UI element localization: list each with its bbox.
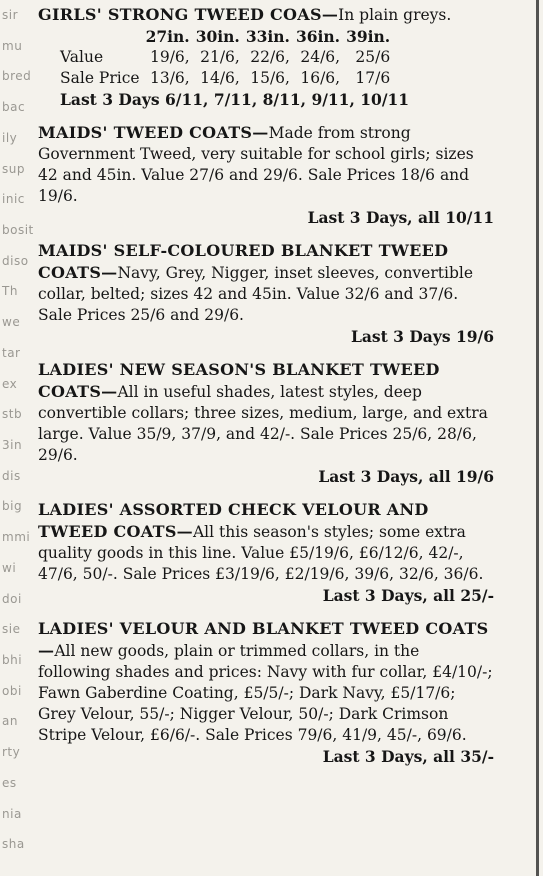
last-days-line: Last 3 Days, all 19/6 bbox=[318, 467, 494, 486]
bleed-fragment: inic bbox=[2, 192, 25, 207]
price-cell: 17/6 bbox=[355, 69, 391, 87]
price-cell: 22/6, bbox=[250, 48, 290, 66]
row-label: Sale Price bbox=[60, 69, 140, 87]
price-cell: 21/6, bbox=[200, 48, 240, 66]
price-cell: 14/6, bbox=[200, 69, 240, 87]
ad-heading: MAIDS' TWEED COATS— bbox=[38, 123, 269, 142]
bleed-fragment: dis bbox=[2, 468, 21, 483]
ad-heading: LADIES' ASSORTED CHECK VELOUR AND TWEED COATS— bbox=[38, 500, 429, 541]
bleed-fragment: sha bbox=[2, 837, 25, 852]
advertisement-column bbox=[38, 4, 494, 779]
bleed-fragment: mu bbox=[2, 38, 23, 53]
sizes-row bbox=[60, 26, 390, 47]
bleed-fragment: ex bbox=[2, 376, 18, 391]
ad-text: All new goods, plain or trimmed collars, in the following shades and prices: Navy with fur collar, £4/10/-; Fawn Gaberdine Coating, £5/5/-; Dark Navy, £5/17/6; Grey Velour, 55/-; Nigger Velour, 50/-; Dark Crimson Stripe Velour, £6/6/-. Sale Prices 79/6, 41/9, 45/-, 69/6. bbox=[38, 642, 493, 744]
bleed-fragment: obi bbox=[2, 683, 22, 698]
last-days-line: Last 3 Days 6/11, 7/11, 8/11, 9/11, 10/11 bbox=[60, 90, 410, 109]
price-cell: 16/6, bbox=[300, 69, 341, 87]
size-cell: 30in. bbox=[195, 27, 240, 46]
ad-heading: MAIDS' SELF-COLOURED BLANKET TWEED COATS— bbox=[38, 241, 449, 282]
ad-maids-tweed-coats bbox=[38, 122, 494, 228]
bleed-fragment: bac bbox=[2, 100, 26, 115]
bleed-fragment: sir bbox=[2, 8, 19, 22]
size-cell: 39in. bbox=[346, 27, 391, 46]
size-cell: 36in. bbox=[295, 27, 341, 46]
bleed-fragment: wi bbox=[2, 560, 17, 575]
bleed-fragment: sup bbox=[2, 161, 25, 176]
ad-maids-self-coloured-blanket-tweed-coats bbox=[38, 240, 494, 347]
ad-text: Navy, Grey, Nigger, inset sleeves, convertible collar, belted; sizes 42 and 45in. Value 32/6 and 37/6. Sale Prices 25/6 and 29/6. bbox=[38, 264, 474, 324]
last-days-line: Last 3 Days 19/6 bbox=[350, 327, 494, 346]
ad-text: All this season's styles; some extra quality goods in this line. Value £5/19/6, £6/12/6, 42/-, 47/6, 50/-. Sale Prices £3/19/6, £2/19/6, 39/6, 32/6, 36/6. bbox=[38, 523, 484, 583]
ad-girls-strong-tweed-coats bbox=[38, 4, 494, 110]
size-cell: 27in. bbox=[145, 27, 190, 46]
price-cell: 24/6, bbox=[300, 48, 341, 66]
row-label: Value bbox=[60, 48, 104, 66]
bleed-fragment: doi bbox=[2, 591, 22, 606]
ad-ladies-new-seasons-blanket-tweed-coats bbox=[38, 359, 494, 487]
bleed-fragment: sie bbox=[2, 622, 21, 637]
value-row bbox=[60, 47, 390, 68]
last-days-line: Last 3 Days, all 25/- bbox=[322, 586, 494, 605]
bleed-fragment: rty bbox=[2, 745, 21, 760]
bleed-fragment: bred bbox=[2, 69, 32, 84]
ad-text: Made from strong Government Tweed, very suitable for school girls; sizes 42 and 45in. Value 27/6 and 29/6. Sale Prices 18/6 and 19/6. bbox=[38, 124, 474, 205]
bleed-fragment: an bbox=[2, 714, 18, 729]
size-cell: 33in. bbox=[245, 27, 290, 46]
bleed-fragment: es bbox=[2, 775, 17, 790]
bleed-fragment: we bbox=[2, 315, 21, 330]
bleed-fragment: mmi bbox=[2, 530, 31, 545]
ad-heading: LADIES' NEW SEASON'S BLANKET TWEED COATS— bbox=[38, 360, 440, 401]
ad-text: All in useful shades, latest styles, deep convertible collars; three sizes, medium, large, and extra large. Value 35/9, 37/9, and 42/-. Sale Prices 25/6, 28/6, 29/6. bbox=[38, 383, 488, 464]
price-cell: 19/6, bbox=[149, 48, 190, 66]
ad-ladies-velour-and-blanket-tweed-coats bbox=[38, 618, 494, 767]
price-table bbox=[60, 26, 390, 89]
price-cell: 13/6, bbox=[149, 69, 190, 87]
bleed-fragment: big bbox=[2, 499, 23, 514]
bleed-fragment: bosit bbox=[2, 223, 34, 237]
ad-heading: GIRLS' STRONG TWEED COAS— bbox=[38, 5, 339, 24]
last-days-line: Last 3 Days, all 10/11 bbox=[307, 208, 494, 227]
price-cell: 15/6, bbox=[250, 69, 290, 87]
sale-price-row bbox=[60, 68, 390, 89]
ad-text: In plain greys. bbox=[338, 6, 452, 24]
bleed-fragment: nia bbox=[2, 806, 22, 821]
ad-heading: LADIES' VELOUR AND BLANKET TWEED COATS— bbox=[38, 619, 489, 660]
bleed-fragment: stb bbox=[2, 407, 23, 422]
bleed-fragment: 3in bbox=[2, 438, 23, 452]
bleed-fragment: tar bbox=[2, 345, 21, 360]
bleed-fragment: ily bbox=[2, 130, 18, 145]
price-cell: 25/6 bbox=[355, 48, 391, 66]
ad-ladies-assorted-check-velour-coats bbox=[38, 499, 494, 606]
bleed-fragment: bhi bbox=[2, 653, 23, 667]
column-rule bbox=[536, 0, 539, 876]
bleed-through-column bbox=[0, 0, 36, 876]
bleed-fragment: Th bbox=[2, 284, 18, 299]
bleed-fragment: diso bbox=[2, 253, 29, 268]
last-days-line: Last 3 Days, all 35/- bbox=[322, 747, 494, 766]
